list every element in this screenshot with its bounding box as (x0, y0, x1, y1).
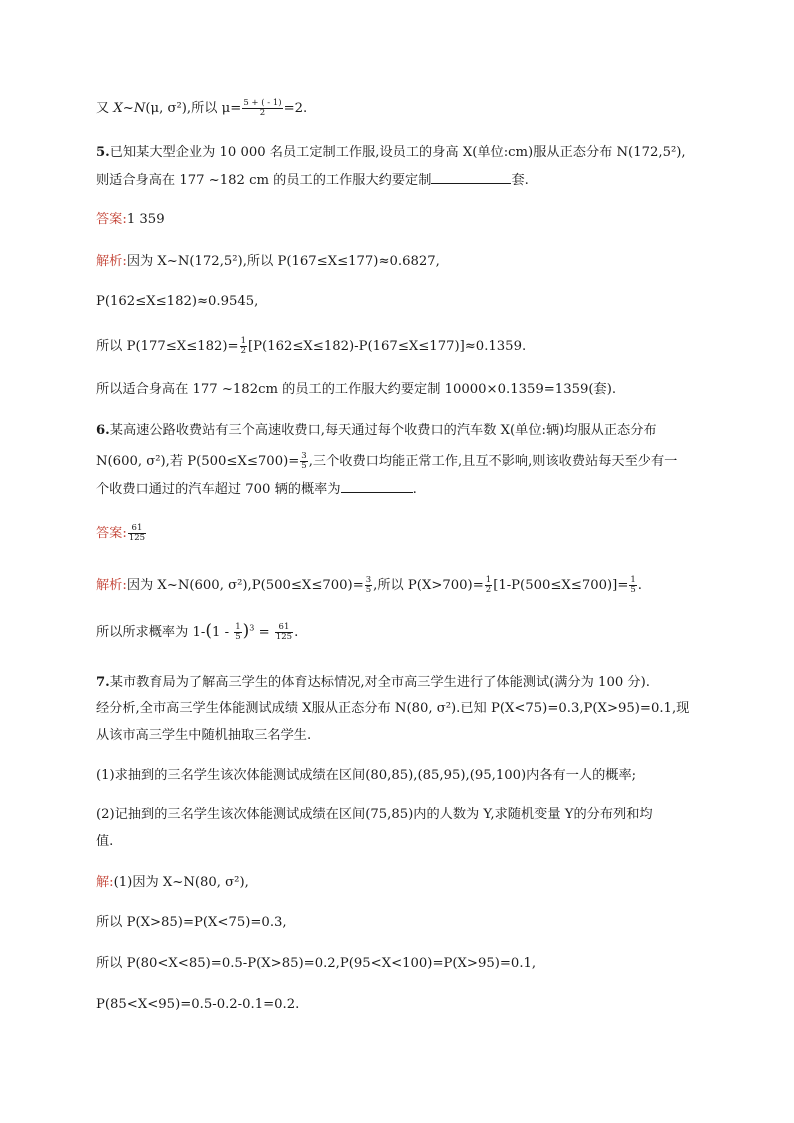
question-text: 从该市高三学生中随机抽取三名学生. (96, 728, 312, 743)
var-n: N (133, 101, 146, 116)
answer-fraction: $\frac{61}{125}$ (128, 523, 146, 543)
question-text: 则适合身高在 177 ~182 cm 的员工的工作服大约要定制 (96, 173, 432, 188)
paren-right: ) (242, 621, 250, 641)
question-6-line-1 (96, 422, 657, 440)
question-5-line-2 (96, 171, 529, 190)
analysis-text: 因为 X~N(600, σ²),P(500≤X≤700)= (126, 578, 364, 593)
analysis-text: 所以适合身高在 177 ~182cm 的员工的工作服大约要定制 10000×0.1359=1359(套). (96, 382, 617, 397)
question-text: 某市教育局为了解高三学生的体育达标情况,对全市高三学生进行了体能测试(满分为 100 分). (109, 675, 650, 690)
answer-5 (96, 211, 165, 229)
question-text: 值. (96, 834, 114, 849)
prev-solution-line (96, 99, 307, 118)
solution-text: 所以 P(80<X<85)=0.5-P(X>85)=0.2,P(95<X<100)=P(X>95)=0.1, (96, 956, 537, 971)
question-6-line-3 (96, 480, 417, 499)
question-number: 5. (96, 145, 110, 160)
exponent: 3 (249, 623, 255, 633)
question-number: 7. (96, 675, 110, 690)
analysis-text: 所以所求概率为 1- (96, 625, 206, 640)
fraction: $\frac{1}{2}$ (485, 575, 492, 595)
analysis-text: . (637, 578, 642, 593)
solution-7-line-1 (96, 874, 249, 892)
analysis-label: 解析: (96, 254, 127, 269)
analysis-text: [1-P(500≤X≤700)]= (493, 578, 629, 593)
analysis-label: 解析: (96, 578, 127, 593)
analysis-5-line-2 (96, 293, 258, 311)
solution-text: 所以 P(X>85)=P(X<75)=0.3, (96, 915, 287, 930)
answer-label: 答案: (96, 526, 127, 541)
tilde: ~ (122, 101, 134, 116)
analysis-text: ,所以 P(X>700)= (373, 578, 484, 593)
question-text: . (412, 482, 417, 497)
solution-7-line-3 (96, 955, 536, 973)
question-7-line-1 (96, 674, 650, 692)
analysis-text: = (254, 625, 274, 640)
analysis-text: 因为 X~N(172,5²),所以 P(167≤X≤177)≈0.6827, (126, 254, 440, 269)
analysis-5-line-3 (96, 337, 526, 356)
question-text: ,三个收费口均能正常工作,且互不影响,则该收费站每天至少有一 (308, 454, 678, 469)
analysis-text: [P(162≤X≤182)-P(167≤X≤177)]≈0.1359. (248, 339, 527, 354)
fraction: $\frac{1}{5}$ (235, 622, 241, 642)
fraction: $\frac{3}{5}$ (301, 451, 307, 471)
analysis-text: P(162≤X≤182)≈0.9545, (96, 294, 259, 309)
analysis-text: . (294, 625, 299, 640)
analysis-6-line-2 (96, 623, 298, 642)
analysis-text: 所以 P(177≤X≤182)= (96, 339, 239, 354)
analysis-text: 1 - (212, 625, 234, 640)
fraction: $\frac{3}{5}$ (365, 575, 372, 595)
analysis-5-line-4 (96, 381, 616, 399)
fraction: $\frac{1}{2}$ (240, 336, 247, 356)
question-7-sub-2-line-1 (96, 806, 653, 824)
question-5-line-1 (96, 144, 686, 162)
question-7-sub-1 (96, 767, 636, 785)
question-text: 经分析,全市高三学生体能测试成绩 X服从正态分布 N(80, σ²).已知 P(X<75)=0.3,P(X>95)=0.1,现 (96, 701, 690, 716)
fraction: $\frac{1}{5}$ (630, 575, 636, 595)
solution-7-line-4 (96, 996, 299, 1014)
question-7-line-3 (96, 727, 311, 745)
analysis-5-line-1 (96, 253, 440, 271)
question-6-line-2 (96, 452, 677, 471)
solution-text: P(85<X<95)=0.5-0.2-0.1=0.2. (96, 997, 300, 1012)
text: =2. (283, 101, 308, 116)
question-text: (2)记抽到的三名学生该次体能测试成绩在区间(75,85)内的人数为 Y,求随机变量 Y的分布列和均 (96, 807, 653, 822)
answer-value: 1 359 (126, 212, 165, 227)
question-7-sub-2-line-2 (96, 833, 113, 851)
answer-blank (431, 171, 511, 184)
solution-text: (1)因为 X~N(80, σ²), (113, 875, 249, 890)
question-text: (1)求抽到的三名学生该次体能测试成绩在区间(80,85),(85,95),(95,100)内各有一人的概率; (96, 768, 637, 783)
solution-label: 解: (96, 875, 114, 890)
fraction: $\frac{61}{125}$ (275, 622, 293, 642)
answer-6 (96, 524, 147, 543)
question-text: 已知某大型企业为 10 000 名员工定制工作服,设员工的身高 X(单位:cm)服从正态分布 N(172,5²), (109, 145, 686, 160)
question-number: 6. (96, 423, 110, 438)
question-7-line-2 (96, 700, 689, 718)
answer-blank (341, 480, 413, 493)
paren-left: ( (205, 621, 212, 641)
fraction: $\frac{5 + ( - 1)}{2}$ (243, 98, 282, 118)
question-text: 套. (511, 173, 529, 188)
question-text: 个收费口通过的汽车超过 700 辆的概率为 (96, 482, 341, 497)
analysis-6-line-1 (96, 576, 642, 595)
answer-label: 答案: (96, 212, 127, 227)
question-text: 某高速公路收费站有三个高速收费口,每天通过每个收费口的汽车数 X(单位:辆)均服从正态分布 (109, 423, 657, 438)
var-x: X (113, 101, 123, 116)
question-text: N(600, σ²),若 P(500≤X≤700)= (96, 454, 300, 469)
text: 又 (96, 101, 114, 116)
solution-7-line-2 (96, 914, 287, 932)
text: (μ, σ²),所以 μ= (145, 101, 242, 116)
